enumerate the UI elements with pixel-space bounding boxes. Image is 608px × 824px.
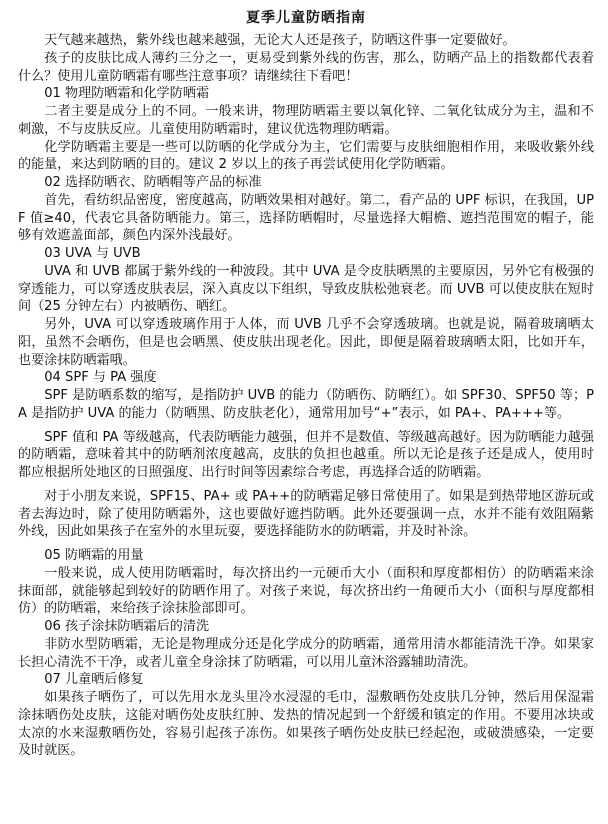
section-heading: 03 UVA 与 UVB [44,246,141,261]
section-heading: 05 防晒霜的用量 [44,548,144,563]
paragraph: 非防水型防晒霜，无论是物理成分还是化学成分的防晒霜，通常用清水都能清洗干净。如果家长担心清洗不干净，或者儿童全身涂抹了防晒霜，可以用儿童沐浴露辅助清洗。 [18,636,594,670]
paragraph: 二者主要是成分上的不同。一般来讲，物理防晒霜主要以氧化锌、二氧化钛成分为主，温和不刺激，不与皮肤反应。儿童使用防晒霜时，建议优选物理防晒霜。 [18,104,594,137]
paragraph: 首先，看纺织品密度，密度越高，防晒效果相对越好。第二，看产品的 UPF 标识，在我国，UPF 值≥40，代表它具备防晒能力。第三，选择防晒帽时，尽量选择大帽檐、遮挡范围宽的帽子，能够有效遮盖面部，颜色内深外浅最好。 [18,192,594,244]
paragraph: 如果孩子晒伤了，可以先用水龙头里冷水浸湿的毛巾，湿敷晒伤处皮肤几分钟，然后用保湿霜涂抹晒伤处皮肤，这能对晒伤处皮肤红肿、发热的情况起到一个舒缓和镇定的作用。不要用冰块或太凉的水来湿敷晒伤处，容易引起孩子冻伤。如果孩子晒伤处皮肤已经起泡，或破溃感染，一定要及时就医。 [18,690,594,759]
paragraph: SPF 是防晒系数的缩写，是指防护 UVB 的能力（防晒伤、防晒红）。如 SPF30、SPF50 等；PA 是指防护 UVA 的能力（防晒黑、防皮肤老化），通常用加号“+”表示，如 PA+、PA+++等。 [18,388,594,421]
section-heading: 01 物理防晒霜和化学防晒霜 [44,86,210,102]
section-heading: 02 选择防晒衣、防晒帽等产品的标准 [44,175,262,190]
paragraph: 一般来说，成人使用防晒霜时，每次挤出约一元硬币大小（面积和厚度都相仿）的防晒霜来涂抹面部，就能够起到较好的防晒作用了。对孩子来说，每次挤出约一角硬币大小（面积与厚度都相仿）的防晒霜，来给孩子涂抹脸部即可。 [18,565,594,617]
paragraph: 天气越来越热，紫外线也越来越强，无论大人还是孩子，防晒这件事一定要做好。 [44,33,516,48]
paragraph: 对于小朋友来说，SPF15、PA+ 或 PA++的防晒霜足够日常使用了。如果是到热带地区游玩或者去海边时，除了使用防晒霜外，这也要做好遮挡防晒。此外还要强调一点，水并不能有效阻隔紫外线，因此如果孩子在室外的水里玩耍，要选择能防水的防晒霜，并及时补涂。 [18,488,594,540]
article-title: 夏季儿童防晒指南 [246,10,366,26]
paragraph: SPF 值和 PA 等级越高，代表防晒能力越强，但并不是数值、等级越高越好。因为防晒能力越强的防晒霜，意味着其中的防晒剂浓度越高，皮肤的负担也越重。所以无论是孩子还是成人，使用时都应根据所处地区的日照强度、出行时间等因素综合考虑，再选择合适的防晒霜。 [18,429,594,480]
paragraph: 另外，UVA 可以穿透玻璃作用于人体，而 UVB 几乎不会穿透玻璃。也就是说，隔着玻璃晒太阳，虽然不会晒伤，但是也会晒黑、使皮肤出现老化。因此，即便是隔着玻璃晒太阳，比如开车，也要涂抹防晒霜哦。 [18,317,594,368]
paragraph: UVA 和 UVB 都属于紫外线的一种波段。其中 UVA 是令皮肤晒黑的主要原因，另外它有极强的穿透能力，可以穿透皮肤表层，深入真皮以下组织，导致皮肤松弛衰老。而 UVB 可以使皮肤在短时间（25 分钟左右）内被晒伤、晒红。 [18,263,594,315]
section-heading: 07 儿童晒后修复 [44,672,144,688]
paragraph: 化学防晒霜主要是一些可以防晒的化学成分为主，它们需要与皮肤细胞相作用，来吸收紫外线的能量，来达到防晒的目的。建议 2 岁以上的孩子再尝试使用化学防晒霜。 [18,139,594,173]
paragraph: 孩子的皮肤比成人薄约三分之一，更易受到紫外线的伤害，那么，防晒产品上的指数都代表着什么？使用儿童防晒霜有哪些注意事项？请继续往下看吧！ [18,50,594,84]
article-body [18,32,594,760]
section-heading: 06 孩子涂抹防晒霜后的清洗 [44,619,210,634]
section-heading: 04 SPF 与 PA 强度 [44,370,157,386]
